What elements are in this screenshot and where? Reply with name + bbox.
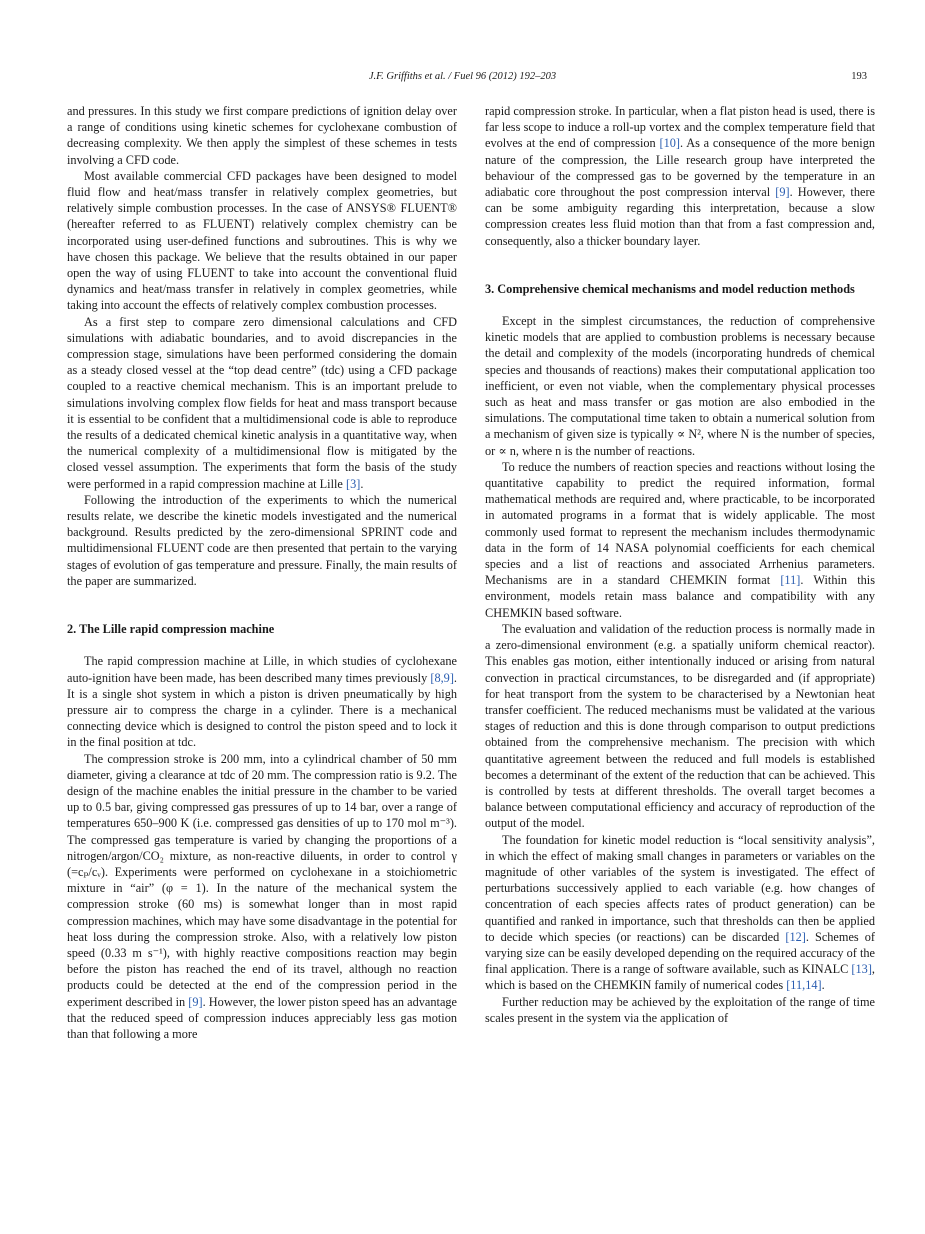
citation-link[interactable]: [12] (785, 929, 806, 944)
text: . However, the lower piston speed has an advantage that the reduced speed of compression induces appreciably less gas motion than that following a more (67, 994, 458, 1041)
paragraph (485, 832, 875, 994)
text: To reduce the numbers of reaction species and reactions without losing the quantitative capability to predict the required information, formal mathematical methods are required and, where practicable, to be incorporated in automated programs in a format that is widely applicable. The most commonly used format to represent the mechanism includes thermodynamic data in the form of 14 NASA polynomial coefficients for each chemical species and a list of reactions and associated Arrhenius parameters. Mechanisms are in a standard CHEMKIN format (485, 459, 875, 588)
paragraph: Following the introduction of the experiments to which the numerical results relate, we describe the kinetic models investigated and the numerical background. Results predicted by the zero-dimensional SPRINT code and multidimensional FLUENT code are then presented that pertain to the varying stages of evolution of gas temperature and pressure. Finally, the main results of the paper are summarized. (67, 492, 457, 588)
paragraph: Most available commercial CFD packages have been designed to model fluid flow and heat/mass transfer in relatively complex geometries, but relatively simple combustion processes. In the case of ANSYS® FLUENT® (hereafter referred to as FLUENT) relatively complex chemistry can be incorporated using user-defined functions and subroutines. This is why we have chosen this package. We believe that the results obtained in our paper open the way of using FLUENT to take into account the conventional fluid dynamics and heat/mass transfer in relatively in complex geometries, while taking into account the effects of relatively complex combustion processes. (67, 168, 457, 313)
text: . (360, 476, 364, 491)
citation-link[interactable]: [9] (188, 994, 203, 1009)
citation-link[interactable]: [8,9] (430, 670, 454, 685)
text: . It is a single shot system in which a piston is driven pneumatically by high pressure air to compress the charge in a cylinder. There is a mechanical connecting device which is designed to control the piston speed and to lock it in the final position at tdc. (67, 670, 457, 750)
citation-link[interactable]: [10] (659, 136, 680, 151)
text: . Within this environment, models retain mass balance and compatibility with any CHEMKIN based software. (485, 573, 875, 620)
text: . Schemes of varying size can be easily developed depending on the required accuracy of the final application. There is a range of software available, such as KINALC (485, 929, 875, 977)
paragraph (67, 653, 457, 750)
citation-link[interactable]: [11,14] (786, 978, 822, 993)
citation-link[interactable]: [13] (851, 962, 872, 977)
running-head: J.F. Griffiths et al. / Fuel 96 (2012) 192–203 (368, 71, 557, 82)
citation-link[interactable]: [11] (780, 573, 801, 588)
citation-link[interactable]: [3] (345, 476, 361, 491)
section-heading: 2. The Lille rapid compression machine (67, 622, 275, 637)
text: . However, there can be some ambiguity regarding this interpretation, because a slow compression creates less fluid motion than that from a fast compression and, consequently, also a thicker boundary layer. (485, 185, 875, 248)
text: As a first step to compare zero dimensional calculations and CFD simulations with adiabatic boundaries, and to avoid discrepancies in the compression stage, simulations have been performed considering the domain as a steady closed vessel at the “top dead centre” (tdc) using a CFD package coupled to a reactive chemical mechanism. This is an important prelude to simulations involving complex flow fields for heat and mass transport because it is essential to be confident that a multidimensional code is able to reproduce the results of a dedicated chemical kinetic analysis in a quantitative way, when the numerical complexity of a multidimensional flow is mitigated by the closed vessel assumption. The experiments that form the basis of the study were performed in a rapid compression machine at Lille (67, 314, 457, 491)
text: The foundation for kinetic model reduction is “local sensitivity analysis”, in which the effect of making small changes in parameters or variables on the magnitude of other variables of the system is investigated. The effect of perturbations successively applied to each variable (e.g. how changes of concentration of each species affects rates of product generation) can be quantified and ranked in importance, such that thresholds can then be applied to decide which species (or reactions) can be discarded (485, 832, 875, 944)
text: The compression stroke is 200 mm, into a cylindrical chamber of 50 mm diameter, giving a clearance at tdc of 20 mm. The compression ratio is 9.2. The design of the machine enables the initial pressure in the chamber to be varied up to 0.5 bar, giving compressed gas pressures of up to 14 bar, over a range of temperatures 650–900 K (i.e. compressed gas densities of up to 170 mol m⁻³). The compressed gas temperature is varied by changing the proportions of a nitrogen/argon/CO₂ mixture, as non-reactive diluents, in order to control γ (=cₚ/cᵥ). Experiments were performed on cyclohexane in a stoichiometric mixture in “air” (φ = 1). In the nature of the mechanical system the compression stroke (60 ms) is somewhat longer than in most rapid compression machines, which may have some disadvantage in the potential for heat loss during the compression stroke. Also, with a relatively low piston speed (0.33 m s⁻¹), with highly reactive compositions reaction may begin before the piston has reached the end of its travel, although no reaction products could be detected at the end of the compression period in the experiment described in (67, 751, 457, 1009)
right-column (485, 103, 875, 1026)
paragraph: and pressures. In this study we first compare predictions of ignition delay over a range of conditions using kinetic schemes for cyclohexane combustion of decreasing complexity. We then apply the simplest of these schemes in tests involving a CFD code. (67, 104, 457, 167)
text: . As a consequence of the more benign nature of the compression, the Lille research group have interpreted the behaviour of the compressed gas to be governed by the temperature in an adiabatic core throughout the post compression interval (485, 136, 875, 200)
section-heading: 3. Comprehensive chemical mechanisms and model reduction methods (485, 281, 855, 296)
paragraph: The evaluation and validation of the reduction process is normally made in a zero-dimensional environment (e.g. a spatially uniform chemical reactor). This enables gas motion, either intentionally induced or arising from natural convection in practical circumstances, to be disregarded and (if appropriate) for heat transport from the system to be characterised by a Newtonian heat transfer coefficient. The reduced mechanisms must be validated at the various stages of reduction and this is done through comparison to output predictions obtained from the comprehensive mechanism. The precision with which quantitative agreement between the reduced and full models is established becomes a determinant of the extent of the reduction that can be achieved. This is controlled by tests at different thresholds. The overall target becomes a balance between computational efficiency and accuracy of reproduction of the output of the model. (485, 621, 875, 831)
paragraph (67, 751, 457, 1043)
paragraph (67, 314, 457, 492)
paragraph (485, 103, 875, 249)
page-number: 193 (851, 71, 867, 82)
paragraph (485, 459, 875, 621)
text: The rapid compression machine at Lille, in which studies of cyclohexane auto-ignition have been made, has been described many times previously (67, 654, 457, 685)
paragraph: Further reduction may be achieved by the exploitation of the range of time scales present in the system via the application of (485, 994, 875, 1025)
paragraph: Except in the simplest circumstances, the reduction of comprehensive kinetic models that are applied to combustion problems is necessary because the detail and complexity of the models (incorporating hundreds of chemical species and thousands of reactions) makes their computational application too inefficient, or even not viable, when the complementary physical processes such as heat and mass transfer or gas motion are also embodied in the simulations. The computational time taken to obtain a numerical solution from a mechanism of given size is typically ∝ N², where N is the number of species, or ∝ n, where n is the number of reactions. (485, 314, 875, 458)
text: . (821, 978, 825, 993)
citation-link[interactable]: [9] (775, 185, 790, 200)
text: , which is based on the CHEMKIN family of numerical codes (485, 962, 875, 993)
left-column (67, 103, 457, 1042)
text: rapid compression stroke. In particular, when a flat piston head is used, there is far less scope to induce a roll-up vortex and the complex temperature field that evolves at the end of compression (485, 104, 875, 151)
